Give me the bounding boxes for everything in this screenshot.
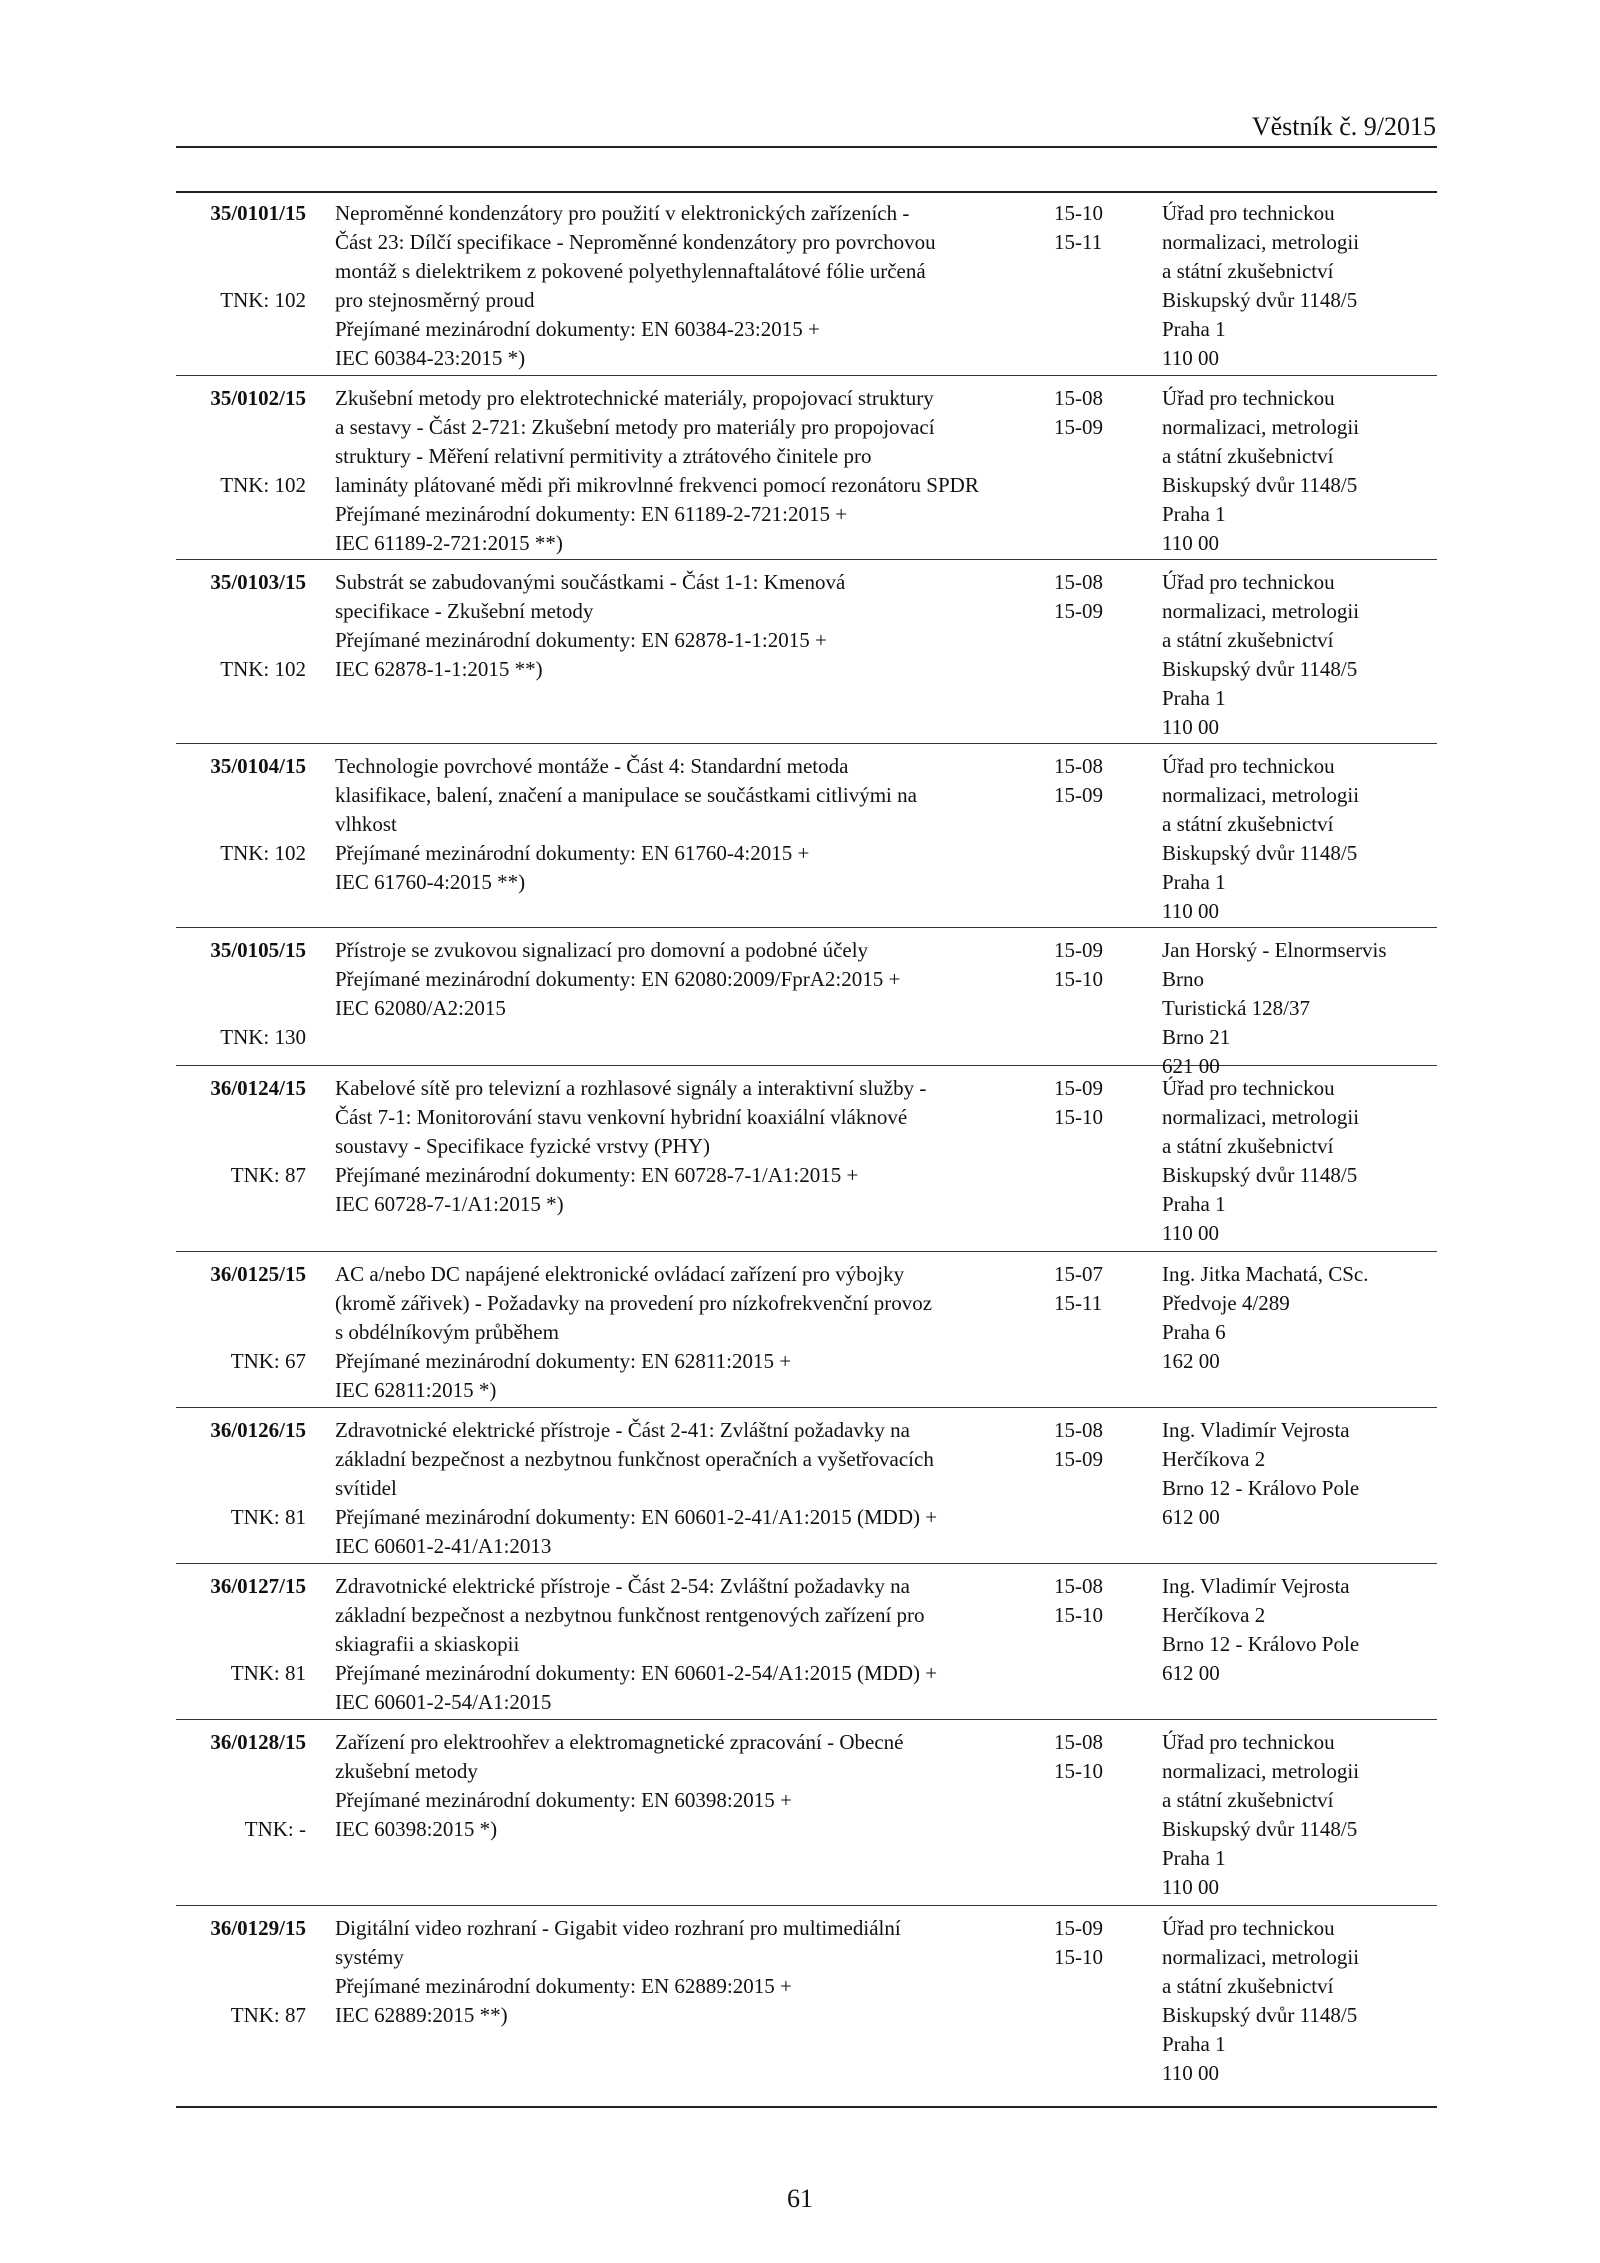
entry-tnk: TNK: 87 — [230, 1163, 306, 1187]
description-line: Část 7-1: Monitorování stavu venkovní hybridní koaxiální vláknové — [335, 1105, 908, 1129]
description-line: Přejímané mezinárodní dokumenty: EN 62889:2015 + — [335, 1974, 792, 1998]
date-value: 15-09 — [1054, 1447, 1103, 1471]
date-value: 15-09 — [1054, 938, 1103, 962]
description-line: struktury - Měření relativní permitivity a ztrátového činitele pro — [335, 444, 872, 468]
contact-line: Jan Horský - Elnormservis — [1162, 938, 1387, 962]
contact-line: Praha 1 — [1162, 1846, 1226, 1870]
entry-tnk: TNK: 102 — [220, 657, 306, 681]
description-line: Digitální video rozhraní - Gigabit video rozhraní pro multimediální — [335, 1916, 901, 1940]
entry-contact — [1162, 752, 1437, 926]
entry-tnk: TNK: 81 — [230, 1505, 306, 1529]
description-line: skiagrafii a skiaskopii — [335, 1632, 520, 1656]
description-line: Zdravotnické elektrické přístroje - Část 2-41: Zvláštní požadavky na — [335, 1418, 910, 1442]
contact-line: 110 00 — [1162, 346, 1219, 370]
entry-id-column — [176, 1408, 306, 1563]
contact-line: Praha 1 — [1162, 2032, 1226, 2056]
entry-code: 35/0102/15 — [210, 386, 306, 410]
date-value: 15-08 — [1054, 1730, 1103, 1754]
entry-tnk: TNK: 130 — [220, 1025, 306, 1049]
contact-line: Biskupský dvůr 1148/5 — [1162, 473, 1358, 497]
description-line: IEC 60728-7-1/A1:2015 *) — [335, 1192, 564, 1216]
entry-tnk: TNK: 81 — [230, 1661, 306, 1685]
entry-contact — [1162, 1416, 1437, 1532]
description-line: Přejímané mezinárodní dokumenty: EN 62811:2015 + — [335, 1349, 792, 1373]
description-line: klasifikace, balení, značení a manipulace se součástkami citlivými na — [335, 783, 917, 807]
standard-entry — [176, 744, 1437, 928]
entry-tnk: TNK: 102 — [220, 473, 306, 497]
standard-entry — [176, 1252, 1437, 1408]
date-value: 15-08 — [1054, 386, 1103, 410]
date-value: 15-10 — [1054, 201, 1103, 225]
description-line: IEC 60601-2-41/A1:2013 — [335, 1534, 552, 1558]
contact-line: a státní zkušebnictví — [1162, 812, 1334, 836]
description-line: Substrát se zabudovanými součástkami - Část 1-1: Kmenová — [335, 570, 846, 594]
contact-line: Praha 1 — [1162, 502, 1226, 526]
description-line: Zdravotnické elektrické přístroje - Část 2-54: Zvláštní požadavky na — [335, 1574, 910, 1598]
date-value: 15-10 — [1054, 1759, 1103, 1783]
description-line: Kabelové sítě pro televizní a rozhlasové signály a interaktivní služby - — [335, 1076, 927, 1100]
description-line: (kromě zářivek) - Požadavky na provedení pro nízkofrekvenční provoz — [335, 1291, 933, 1315]
entry-id-column — [176, 744, 306, 927]
contact-line: Brno 12 - Královo Pole — [1162, 1632, 1360, 1656]
entry-dates — [1054, 1572, 1144, 1630]
description-line: Přejímané mezinárodní dokumenty: EN 60398:2015 + — [335, 1788, 792, 1812]
description-line: lamináty plátované mědi při mikrovlnné frekvenci pomocí rezonátoru SPDR — [335, 473, 979, 497]
entry-code: 36/0126/15 — [210, 1418, 306, 1442]
entry-dates — [1054, 1260, 1144, 1318]
contact-line: Úřad pro technickou — [1162, 201, 1335, 225]
description-line: Přejímané mezinárodní dokumenty: EN 60728-7-1/A1:2015 + — [335, 1163, 859, 1187]
contact-line: Úřad pro technickou — [1162, 1730, 1335, 1754]
entry-contact — [1162, 568, 1437, 742]
entry-code: 35/0105/15 — [210, 938, 306, 962]
entry-code: 35/0101/15 — [210, 201, 306, 225]
standard-entry — [176, 1906, 1437, 2083]
standard-entry — [176, 1066, 1437, 1252]
entry-dates — [1054, 1416, 1144, 1474]
description-line: IEC 60384-23:2015 *) — [335, 346, 526, 370]
entry-id-column — [176, 560, 306, 743]
description-line: Technologie povrchové montáže - Část 4: Standardní metoda — [335, 754, 849, 778]
description-line: s obdélníkovým průběhem — [335, 1320, 559, 1344]
entry-id-column — [176, 191, 306, 375]
standard-entry — [176, 376, 1437, 560]
entry-contact — [1162, 936, 1437, 1081]
contact-line: a státní zkušebnictví — [1162, 259, 1334, 283]
contact-line: 621 00 — [1162, 1054, 1220, 1078]
description-line: Přístroje se zvukovou signalizací pro domovní a podobné účely — [335, 938, 869, 962]
contact-line: 110 00 — [1162, 715, 1219, 739]
entry-contact — [1162, 1572, 1437, 1688]
contact-line: a státní zkušebnictví — [1162, 1134, 1334, 1158]
date-value: 15-09 — [1054, 1916, 1103, 1940]
contact-line: Ing. Vladimír Vejrosta — [1162, 1418, 1350, 1442]
contact-line: normalizaci, metrologii — [1162, 1759, 1360, 1783]
contact-line: 162 00 — [1162, 1349, 1220, 1373]
contact-line: a státní zkušebnictví — [1162, 1788, 1334, 1812]
description-line: pro stejnosměrný proud — [335, 288, 535, 312]
contact-line: 110 00 — [1162, 1875, 1219, 1899]
contact-line: Úřad pro technickou — [1162, 754, 1335, 778]
entry-code: 36/0128/15 — [210, 1730, 306, 1754]
contact-line: 110 00 — [1162, 2061, 1219, 2085]
entry-contact — [1162, 1074, 1437, 1248]
description-line: základní bezpečnost a nezbytnou funkčnost rentgenových zařízení pro — [335, 1603, 925, 1627]
contact-line: Úřad pro technickou — [1162, 1076, 1335, 1100]
entry-code: 36/0124/15 — [210, 1076, 306, 1100]
date-value: 15-08 — [1054, 1574, 1103, 1598]
description-line: IEC 61189-2-721:2015 **) — [335, 531, 563, 555]
contact-line: Praha 1 — [1162, 1192, 1226, 1216]
standard-entry — [176, 1408, 1437, 1564]
description-line: vlhkost — [335, 812, 397, 836]
contact-line: Brno 12 - Královo Pole — [1162, 1476, 1360, 1500]
description-line: Přejímané mezinárodní dokumenty: EN 62878-1-1:2015 + — [335, 628, 827, 652]
description-line: Neproměnné kondenzátory pro použití v elektronických zařízeních - — [335, 201, 910, 225]
page-title: Věstník č. 9/2015 — [1251, 112, 1436, 141]
date-value: 15-09 — [1054, 783, 1103, 807]
description-line: Zkušební metody pro elektrotechnické materiály, propojovací struktury — [335, 386, 934, 410]
date-value: 15-09 — [1054, 415, 1103, 439]
entry-code: 36/0129/15 — [210, 1916, 306, 1940]
header-rule — [176, 146, 1437, 148]
description-line: Přejímané mezinárodní dokumenty: EN 61189-2-721:2015 + — [335, 502, 848, 526]
standard-entry — [176, 1720, 1437, 1906]
entry-id-column — [176, 1066, 306, 1251]
entry-id-column — [176, 1252, 306, 1407]
standard-entry — [176, 1564, 1437, 1720]
entry-tnk: TNK: 102 — [220, 841, 306, 865]
contact-line: Brno — [1162, 967, 1204, 991]
contact-line: 110 00 — [1162, 1221, 1219, 1245]
date-value: 15-08 — [1054, 754, 1103, 778]
date-value: 15-11 — [1054, 230, 1103, 254]
contact-line: Praha 1 — [1162, 870, 1226, 894]
date-value: 15-09 — [1054, 1076, 1103, 1100]
date-value: 15-10 — [1054, 1105, 1103, 1129]
date-value: 15-08 — [1054, 1418, 1103, 1442]
contact-line: Ing. Jitka Machatá, CSc. — [1162, 1262, 1369, 1286]
entry-contact — [1162, 1914, 1437, 2088]
date-value: 15-07 — [1054, 1262, 1103, 1286]
contact-line: normalizaci, metrologii — [1162, 230, 1360, 254]
description-line: IEC 60601-2-54/A1:2015 — [335, 1690, 552, 1714]
date-value: 15-11 — [1054, 1291, 1103, 1315]
contact-line: a státní zkušebnictví — [1162, 1974, 1334, 1998]
contact-line: Praha 1 — [1162, 686, 1226, 710]
description-line: Část 23: Dílčí specifikace - Neproměnné kondenzátory pro povrchovou — [335, 230, 936, 254]
contact-line: a státní zkušebnictví — [1162, 628, 1334, 652]
contact-line: 110 00 — [1162, 899, 1219, 923]
description-line: IEC 62811:2015 *) — [335, 1378, 497, 1402]
description-line: Přejímané mezinárodní dokumenty: EN 60601-2-41/A1:2015 (MDD) + — [335, 1505, 938, 1529]
entry-dates — [1054, 1914, 1144, 1972]
description-line: IEC 62080/A2:2015 — [335, 996, 506, 1020]
contact-line: Ing. Vladimír Vejrosta — [1162, 1574, 1350, 1598]
entry-dates — [1054, 199, 1144, 257]
description-line: Přejímané mezinárodní dokumenty: EN 60601-2-54/A1:2015 (MDD) + — [335, 1661, 938, 1685]
description-line: AC a/nebo DC napájené elektronické ovládací zařízení pro výbojky — [335, 1262, 905, 1286]
description-line: specifikace - Zkušební metody — [335, 599, 594, 623]
entry-dates — [1054, 936, 1144, 994]
contact-line: Úřad pro technickou — [1162, 1916, 1335, 1940]
entry-id-column — [176, 1906, 306, 2083]
description-line: Přejímané mezinárodní dokumenty: EN 60384-23:2015 + — [335, 317, 820, 341]
contact-line: Biskupský dvůr 1148/5 — [1162, 1817, 1358, 1841]
entry-contact — [1162, 1728, 1437, 1902]
description-line: Zařízení pro elektroohřev a elektromagnetické zpracování - Obecné — [335, 1730, 904, 1754]
contact-line: normalizaci, metrologii — [1162, 1945, 1360, 1969]
contact-line: Úřad pro technickou — [1162, 570, 1335, 594]
entry-tnk: TNK: 87 — [230, 2003, 306, 2027]
contact-line: Biskupský dvůr 1148/5 — [1162, 1163, 1358, 1187]
standard-entry — [176, 560, 1437, 744]
contact-line: Praha 1 — [1162, 317, 1226, 341]
contact-line: normalizaci, metrologii — [1162, 415, 1360, 439]
description-line: IEC 62889:2015 **) — [335, 2003, 508, 2027]
entry-id-column — [176, 928, 306, 1065]
entry-contact — [1162, 1260, 1437, 1376]
description-line: montáž s dielektrikem z pokovené polyethylennaftalátové fólie určená — [335, 259, 926, 283]
contact-line: a státní zkušebnictví — [1162, 444, 1334, 468]
description-line: Přejímané mezinárodní dokumenty: EN 61760-4:2015 + — [335, 841, 810, 865]
date-value: 15-08 — [1054, 570, 1103, 594]
date-value: 15-09 — [1054, 599, 1103, 623]
contact-line: 612 00 — [1162, 1661, 1220, 1685]
contact-line: Předvoje 4/289 — [1162, 1291, 1290, 1315]
entry-contact — [1162, 199, 1437, 373]
entry-code: 36/0125/15 — [210, 1262, 306, 1286]
date-value: 15-10 — [1054, 967, 1103, 991]
entry-contact — [1162, 384, 1437, 558]
contact-line: 612 00 — [1162, 1505, 1220, 1529]
contact-line: Herčíkova 2 — [1162, 1603, 1266, 1627]
standards-list — [176, 191, 1437, 2083]
description-line: IEC 61760-4:2015 **) — [335, 870, 526, 894]
entry-dates — [1054, 752, 1144, 810]
entry-dates — [1054, 1728, 1144, 1786]
entry-code: 36/0127/15 — [210, 1574, 306, 1598]
standard-entry — [176, 928, 1437, 1078]
entry-code: 35/0103/15 — [210, 570, 306, 594]
entry-code: 35/0104/15 — [210, 754, 306, 778]
description-line: a sestavy - Část 2-721: Zkušební metody pro materiály pro propojovací — [335, 415, 935, 439]
contact-line: Biskupský dvůr 1148/5 — [1162, 288, 1358, 312]
entry-dates — [1054, 384, 1144, 442]
description-line: IEC 62878-1-1:2015 **) — [335, 657, 543, 681]
contact-line: Biskupský dvůr 1148/5 — [1162, 841, 1358, 865]
contact-line: Turistická 128/37 — [1162, 996, 1310, 1020]
entry-id-column — [176, 1564, 306, 1719]
contact-line: Biskupský dvůr 1148/5 — [1162, 2003, 1358, 2027]
description-line: Přejímané mezinárodní dokumenty: EN 62080:2009/FprA2:2015 + — [335, 967, 901, 991]
standard-entry — [176, 191, 1437, 376]
contact-line: normalizaci, metrologii — [1162, 1105, 1360, 1129]
description-line: IEC 60398:2015 *) — [335, 1817, 498, 1841]
description-line: soustavy - Specifikace fyzické vrstvy (PHY) — [335, 1134, 710, 1158]
entry-id-column — [176, 376, 306, 559]
contact-line: normalizaci, metrologii — [1162, 783, 1360, 807]
date-value: 15-10 — [1054, 1945, 1103, 1969]
entry-dates — [1054, 1074, 1144, 1132]
entry-id-column — [176, 1720, 306, 1905]
entry-tnk: TNK: 102 — [220, 288, 306, 312]
description-line: zkušební metody — [335, 1759, 478, 1783]
description-line: systémy — [335, 1945, 404, 1969]
contact-line: Úřad pro technickou — [1162, 386, 1335, 410]
contact-line: Praha 6 — [1162, 1320, 1226, 1344]
description-line: svítidel — [335, 1476, 397, 1500]
table-bottom-rule — [176, 2106, 1437, 2108]
entry-tnk: TNK: - — [244, 1817, 306, 1841]
entry-tnk: TNK: 67 — [230, 1349, 306, 1373]
contact-line: Brno 21 — [1162, 1025, 1231, 1049]
description-line: základní bezpečnost a nezbytnou funkčnost operačních a vyšetřovacích — [335, 1447, 934, 1471]
contact-line: normalizaci, metrologii — [1162, 599, 1360, 623]
page-number: 61 — [787, 2184, 813, 2213]
date-value: 15-10 — [1054, 1603, 1103, 1627]
contact-line: Biskupský dvůr 1148/5 — [1162, 657, 1358, 681]
entry-dates — [1054, 568, 1144, 626]
contact-line: 110 00 — [1162, 531, 1219, 555]
contact-line: Herčíkova 2 — [1162, 1447, 1266, 1471]
